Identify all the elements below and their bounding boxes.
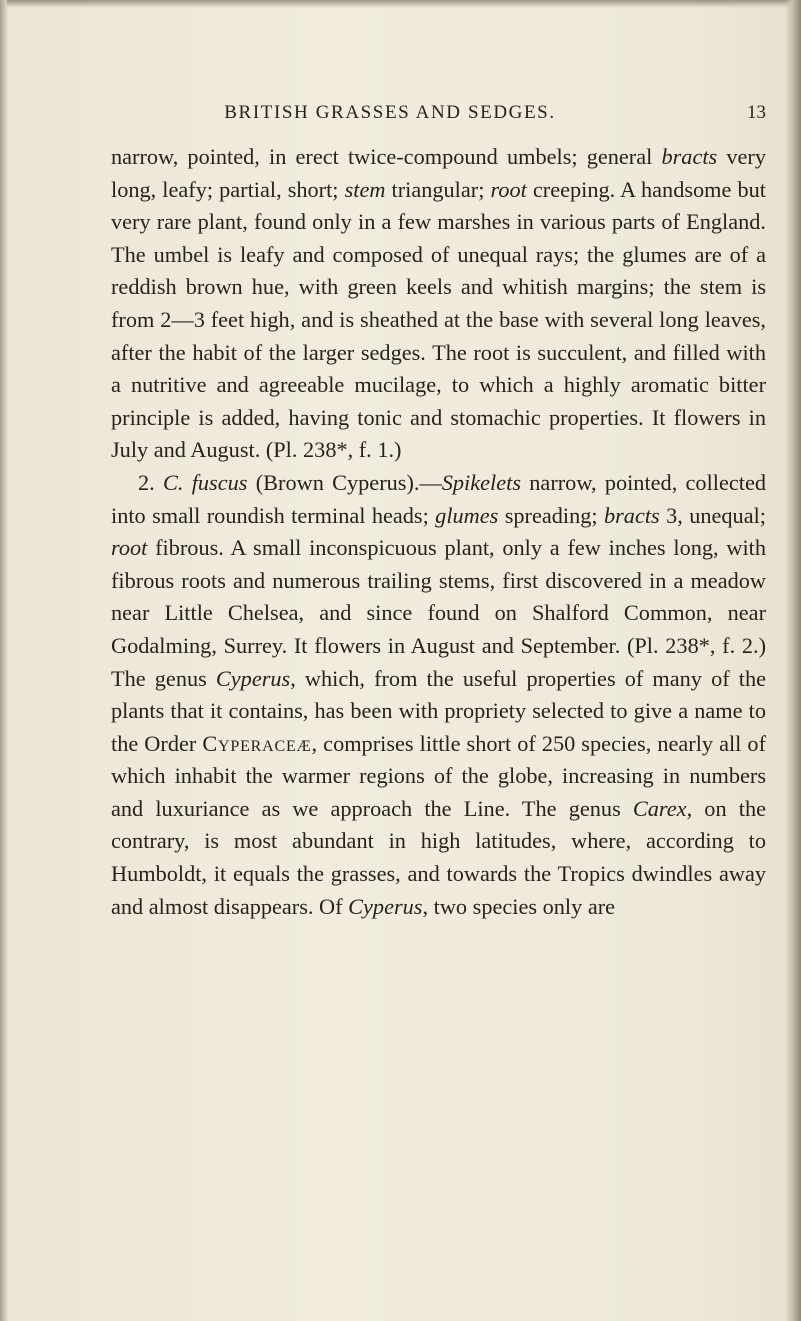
- text-run: , which, from the useful properties of many of the plants that it contains, has been with propriety selected to give a name to the Order: [111, 665, 766, 756]
- page-edge-top: [0, 0, 801, 8]
- italic-term: root: [111, 535, 148, 561]
- text-run: creeping. A handsome but very rare plant, found only in a few marshes in various parts of England. The umbel is leafy and composed of unequal rays; the glumes are of a reddish brown hue, with green keels and whitish margins; the stem is from 2—3 feet high, and is sheathed at the base with several long leaves, after the habit of the larger sedges. The root is succulent, and filled with a nutritive and agreeable mucilage, to which a highly aromatic bitter principle is added, having tonic and stomachic properties. It flowers in July and August. (Pl. 238*, f. 1.): [111, 176, 766, 463]
- paragraph-2: [111, 467, 766, 923]
- text-run: , on the contrary, is most abundant in high latitudes, where, according to Humboldt, it equals the grasses, and towards the Tropics dwindles away and almost disappears. Of: [111, 795, 766, 919]
- italic-term: bracts: [661, 144, 718, 169]
- text-run: 3, unequal;: [659, 502, 766, 528]
- italic-term: Carex: [632, 795, 687, 821]
- page-header: [100, 98, 766, 128]
- italic-term: bracts: [603, 502, 660, 528]
- italic-term: root: [490, 176, 527, 202]
- italic-term: glumes: [435, 502, 499, 528]
- paragraph-1: [111, 141, 766, 467]
- text-run: , comprises little short of 250 species, nearly all of which inhabit the warmer regions of the globe, increasing in numbers and luxuriance as we approach the Line. The genus: [111, 730, 766, 821]
- body-text: [111, 141, 766, 923]
- text-run: narrow, pointed, in erect twice-compound umbels; general: [111, 144, 662, 169]
- text-run: spreading;: [498, 502, 604, 528]
- page-edge-left: [0, 0, 8, 1321]
- text-run: , two species only are: [422, 893, 616, 919]
- page-edge-right: [785, 0, 801, 1321]
- page-number: 13: [747, 102, 766, 123]
- text-run: fibrous. A small inconspicuous plant, only a few inches long, with fibrous roots and numerous trailing stems, first discovered in a meadow near Little Chelsea, and since found on Shalford Common, near Godalming, Surrey. It flowers in August and September. (Pl. 238*, f. 2.) The genus: [111, 535, 766, 691]
- italic-term: Spikelets: [441, 469, 521, 495]
- italic-term: C. fuscus: [163, 469, 248, 495]
- running-head: BRITISH GRASSES AND SEDGES.: [224, 102, 556, 123]
- text-run: narrow, pointed, collected into small roundish terminal heads;: [111, 469, 767, 528]
- text-run: very long, leafy; partial, short;: [111, 144, 766, 202]
- text-run: 2.: [138, 469, 163, 495]
- italic-term: stem: [344, 176, 386, 202]
- text-run: (Brown Cyperus).—: [247, 469, 442, 495]
- small-caps-term: Cyperaceæ: [202, 730, 312, 756]
- italic-term: Cyperus: [215, 665, 291, 691]
- text-run: triangular;: [385, 176, 491, 202]
- italic-term: Cyperus: [348, 893, 423, 919]
